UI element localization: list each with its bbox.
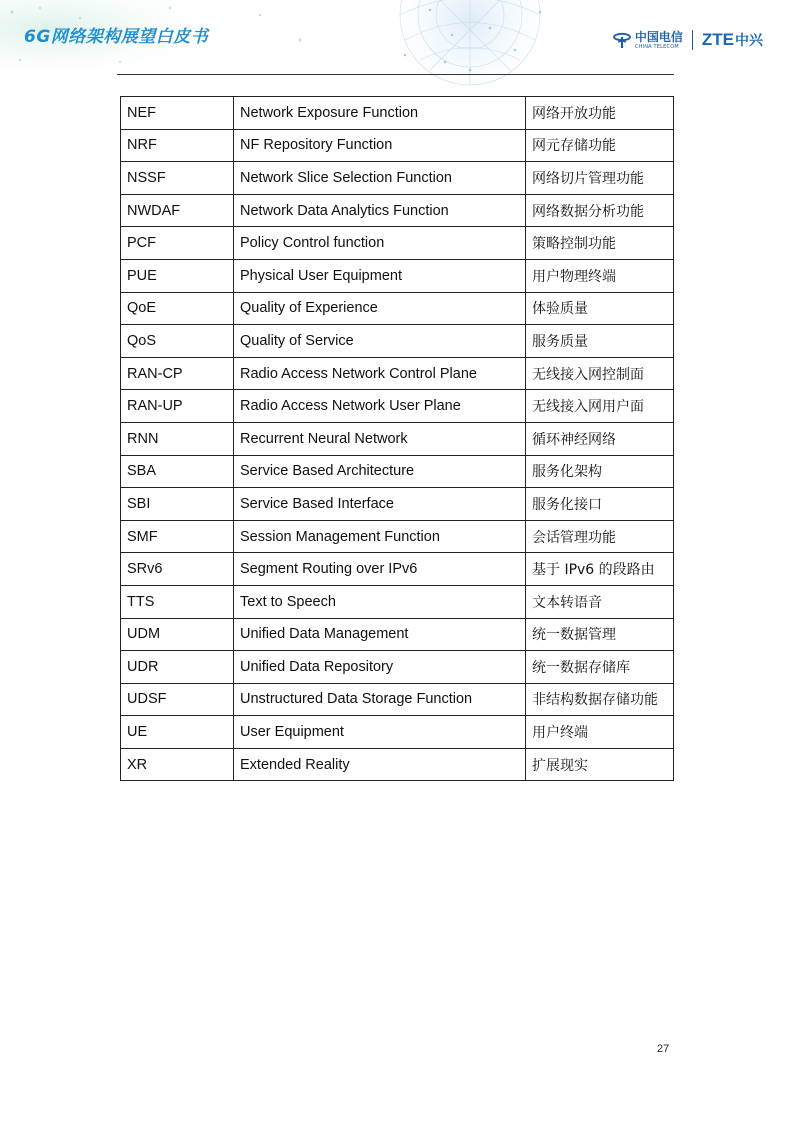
abbreviation-cell: NEF bbox=[121, 97, 234, 130]
chinese-name-cell: 基于 IPv6 的段路由 bbox=[526, 553, 674, 586]
chinese-name-cell: 统一数据存储库 bbox=[526, 651, 674, 684]
chinese-name-cell: 网络切片管理功能 bbox=[526, 162, 674, 195]
full-name-cell: Recurrent Neural Network bbox=[234, 422, 526, 455]
abbreviation-cell: SMF bbox=[121, 520, 234, 553]
table-row bbox=[121, 553, 674, 586]
abbreviation-cell: UE bbox=[121, 716, 234, 749]
page-number: 27 bbox=[657, 1043, 670, 1055]
chinese-name-cell: 会话管理功能 bbox=[526, 520, 674, 553]
zte-logo-cn: 中兴 bbox=[735, 33, 763, 49]
abbreviation-cell: PCF bbox=[121, 227, 234, 260]
chinese-name-cell: 用户终端 bbox=[526, 716, 674, 749]
table-row bbox=[121, 227, 674, 260]
abbreviation-cell: TTS bbox=[121, 585, 234, 618]
china-telecom-logo bbox=[612, 30, 683, 50]
abbreviation-cell: PUE bbox=[121, 259, 234, 292]
table-row bbox=[121, 162, 674, 195]
china-telecom-name-cn: 中国电信 bbox=[634, 29, 683, 44]
table-row bbox=[121, 292, 674, 325]
abbreviation-table bbox=[120, 96, 674, 781]
chinese-name-cell: 服务化接口 bbox=[526, 488, 674, 521]
full-name-cell: Network Data Analytics Function bbox=[234, 194, 526, 227]
abbreviation-cell: UDR bbox=[121, 651, 234, 684]
full-name-cell: Segment Routing over IPv6 bbox=[234, 553, 526, 586]
chinese-name-cell: 体验质量 bbox=[526, 292, 674, 325]
chinese-name-cell: 非结构数据存储功能 bbox=[526, 683, 674, 716]
chinese-name-cell: 统一数据管理 bbox=[526, 618, 674, 651]
abbreviation-cell: QoE bbox=[121, 292, 234, 325]
china-telecom-name-en: CHINA TELECOM bbox=[634, 43, 679, 50]
abbreviation-cell: UDSF bbox=[121, 683, 234, 716]
full-name-cell: Text to Speech bbox=[234, 585, 526, 618]
full-name-cell: Quality of Experience bbox=[234, 292, 526, 325]
chinese-name-cell: 文本转语音 bbox=[526, 585, 674, 618]
full-name-cell: Network Slice Selection Function bbox=[234, 162, 526, 195]
full-name-cell: Service Based Architecture bbox=[234, 455, 526, 488]
table-row bbox=[121, 390, 674, 423]
table-row bbox=[121, 422, 674, 455]
abbreviation-cell: SBA bbox=[121, 455, 234, 488]
table-row bbox=[121, 618, 674, 651]
table-row bbox=[121, 716, 674, 749]
chinese-name-cell: 循环神经网络 bbox=[526, 422, 674, 455]
abbreviation-cell: RAN-UP bbox=[121, 390, 234, 423]
full-name-cell: Physical User Equipment bbox=[234, 259, 526, 292]
table-row bbox=[121, 651, 674, 684]
table-row bbox=[121, 325, 674, 358]
abbreviation-cell: NSSF bbox=[121, 162, 234, 195]
table-row bbox=[121, 488, 674, 521]
full-name-cell: Policy Control function bbox=[234, 227, 526, 260]
chinese-name-cell: 扩展现实 bbox=[526, 748, 674, 781]
zte-logo: ZTE bbox=[701, 30, 734, 49]
full-name-cell: Extended Reality bbox=[234, 748, 526, 781]
table-row bbox=[121, 357, 674, 390]
abbreviation-cell: QoS bbox=[121, 325, 234, 358]
document-title: 6G网络架构展望白皮书 bbox=[24, 27, 209, 47]
table-row bbox=[121, 97, 674, 130]
table-row bbox=[121, 259, 674, 292]
abbreviation-cell: NRF bbox=[121, 129, 234, 162]
chinese-name-cell: 网元存储功能 bbox=[526, 129, 674, 162]
chinese-name-cell: 网络数据分析功能 bbox=[526, 194, 674, 227]
chinese-name-cell: 服务化架构 bbox=[526, 455, 674, 488]
chinese-name-cell: 无线接入网用户面 bbox=[526, 390, 674, 423]
abbreviation-cell: SRv6 bbox=[121, 553, 234, 586]
table-row bbox=[121, 455, 674, 488]
full-name-cell: Quality of Service bbox=[234, 325, 526, 358]
chinese-name-cell: 服务质量 bbox=[526, 325, 674, 358]
abbreviation-cell: XR bbox=[121, 748, 234, 781]
table-row bbox=[121, 520, 674, 553]
chinese-name-cell: 网络开放功能 bbox=[526, 97, 674, 130]
china-telecom-emblem-icon bbox=[612, 30, 632, 50]
header-rule bbox=[117, 74, 674, 75]
full-name-cell: Radio Access Network Control Plane bbox=[234, 357, 526, 390]
partner-logos bbox=[612, 26, 763, 54]
full-name-cell: Radio Access Network User Plane bbox=[234, 390, 526, 423]
abbreviation-cell: NWDAF bbox=[121, 194, 234, 227]
abbreviation-cell: RAN-CP bbox=[121, 357, 234, 390]
full-name-cell: Session Management Function bbox=[234, 520, 526, 553]
full-name-cell: User Equipment bbox=[234, 716, 526, 749]
full-name-cell: Unstructured Data Storage Function bbox=[234, 683, 526, 716]
full-name-cell: Network Exposure Function bbox=[234, 97, 526, 130]
table-row bbox=[121, 748, 674, 781]
full-name-cell: Unified Data Management bbox=[234, 618, 526, 651]
table-row bbox=[121, 683, 674, 716]
table-row bbox=[121, 585, 674, 618]
logo-divider bbox=[692, 30, 693, 50]
full-name-cell: NF Repository Function bbox=[234, 129, 526, 162]
abbreviation-cell: SBI bbox=[121, 488, 234, 521]
chinese-name-cell: 无线接入网控制面 bbox=[526, 357, 674, 390]
chinese-name-cell: 策略控制功能 bbox=[526, 227, 674, 260]
abbreviation-cell: RNN bbox=[121, 422, 234, 455]
chinese-name-cell: 用户物理终端 bbox=[526, 259, 674, 292]
table-row bbox=[121, 129, 674, 162]
full-name-cell: Unified Data Repository bbox=[234, 651, 526, 684]
table-row bbox=[121, 194, 674, 227]
abbreviation-cell: UDM bbox=[121, 618, 234, 651]
full-name-cell: Service Based Interface bbox=[234, 488, 526, 521]
